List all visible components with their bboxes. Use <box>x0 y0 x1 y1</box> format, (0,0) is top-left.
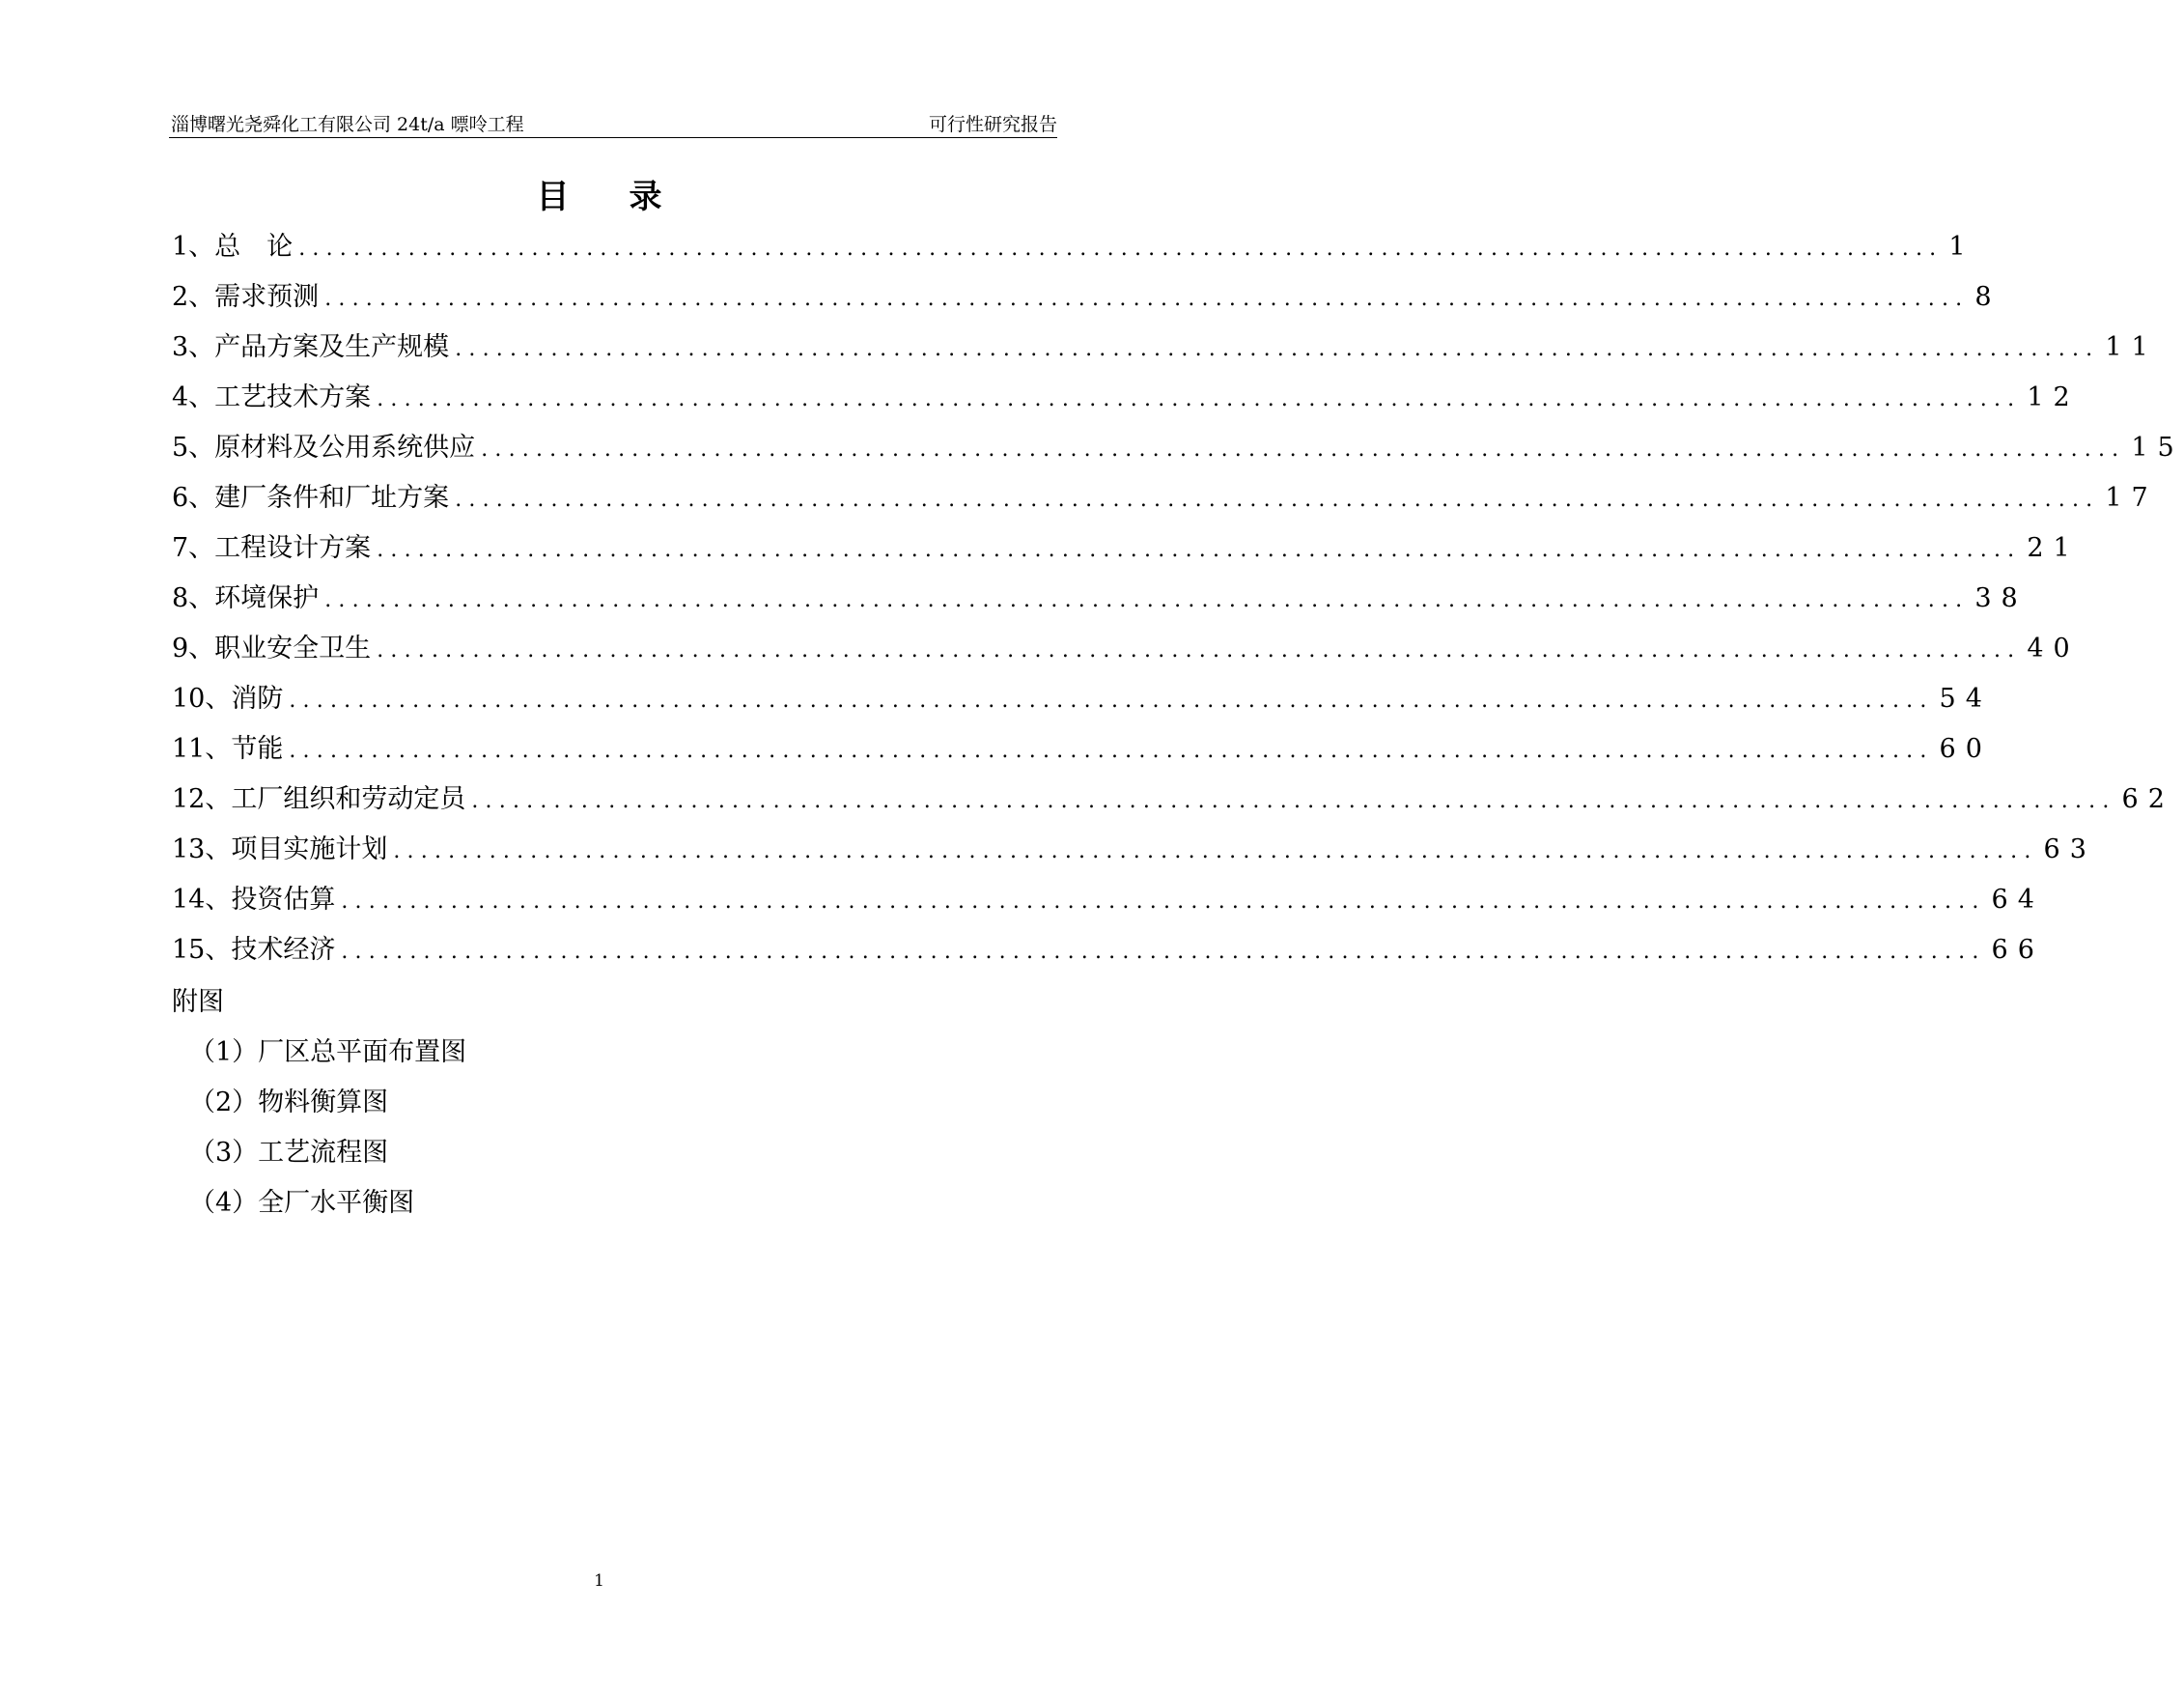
toc-entry[interactable] <box>172 574 2028 624</box>
appendix-list <box>189 1028 466 1228</box>
toc-entry[interactable] <box>172 473 2158 523</box>
appendix-heading: 附图 <box>172 987 224 1017</box>
toc-leader-dots: ........................................................................................................................ <box>455 337 2100 361</box>
toc-leader-dots: ........................................................................................................................ <box>455 488 2100 512</box>
toc-entry[interactable] <box>172 875 2044 925</box>
toc-entry[interactable] <box>172 775 2174 825</box>
toc-entry-label: 4、工艺技术方案 <box>172 382 372 412</box>
appendix-item: （2）物料衡算图 <box>189 1087 389 1117</box>
toc-leader-dots: ........................................................................................................................ <box>481 438 2126 462</box>
toc-entry-page: 40 <box>2027 634 2080 663</box>
toc-entry-label: 6、建厂条件和厂址方案 <box>172 483 450 513</box>
toc-entry-page: 12 <box>2027 382 2080 412</box>
toc-leader-dots: ........................................................................................................................ <box>324 287 1970 311</box>
appendix-item: （1）厂区总平面布置图 <box>189 1037 467 1067</box>
page-header <box>169 112 1057 138</box>
toc-leader-dots: ........................................................................................................................ <box>377 387 2022 411</box>
page-number: 1 <box>594 1571 604 1591</box>
toc-entry-page: 66 <box>1991 935 2044 965</box>
toc-entry[interactable] <box>172 624 2080 674</box>
toc-entry-label: 9、职业安全卫生 <box>172 634 372 663</box>
toc-entry[interactable] <box>172 373 2080 423</box>
toc-entry-page: 17 <box>2105 483 2158 513</box>
toc-entry-label: 11、节能 <box>172 734 284 764</box>
toc-entry-page: 21 <box>2027 533 2080 563</box>
toc-entry[interactable] <box>172 825 2096 875</box>
toc-entry-label: 1、总 论 <box>172 232 294 262</box>
toc-entry[interactable] <box>172 272 2002 323</box>
toc-entry[interactable] <box>172 222 1975 272</box>
toc-leader-dots: ........................................................................................................................ <box>298 237 1944 261</box>
toc-leader-dots: ........................................................................................................................ <box>289 739 1934 763</box>
appendix-item: （4）全厂水平衡图 <box>189 1188 415 1218</box>
toc-leader-dots: ........................................................................................................................ <box>471 789 2116 813</box>
toc-entry-label: 3、产品方案及生产规模 <box>172 332 450 362</box>
toc-entry[interactable] <box>172 423 2184 473</box>
appendix-item: （3）工艺流程图 <box>189 1138 389 1168</box>
toc-entry-page: 38 <box>1974 583 2028 613</box>
toc-entry-page: 15 <box>2131 433 2184 463</box>
toc-entry-page: 62 <box>2121 784 2174 814</box>
toc-entry-label: 12、工厂组织和劳动定员 <box>172 784 466 814</box>
toc-leader-dots: ........................................................................................................................ <box>377 638 2022 663</box>
toc-entry-label: 13、项目实施计划 <box>172 834 388 864</box>
toc-entry-label: 2、需求预测 <box>172 282 320 312</box>
toc-leader-dots: ........................................................................................................................ <box>341 940 1986 964</box>
toc-entry-label: 15、技术经济 <box>172 935 336 965</box>
toc-entry-page: 1 <box>1948 232 1975 262</box>
toc-entry-page: 60 <box>1939 734 1992 764</box>
toc-leader-dots: ........................................................................................................................ <box>393 839 2038 863</box>
toc-entry[interactable] <box>172 674 1992 724</box>
toc-entry-label: 7、工程设计方案 <box>172 533 372 563</box>
toc-entry-label: 5、原材料及公用系统供应 <box>172 433 476 463</box>
header-project-name: 淄博曙光尧舜化工有限公司 24t/a 嘌呤工程 <box>171 114 524 135</box>
toc-entry-page: 63 <box>2043 834 2096 864</box>
toc-entry-label: 8、环境保护 <box>172 583 320 613</box>
toc-entry[interactable] <box>172 724 1992 775</box>
toc-leader-dots: ........................................................................................................................ <box>341 889 1986 914</box>
toc-entry-label: 14、投资估算 <box>172 885 336 915</box>
toc-leader-dots: ........................................................................................................................ <box>289 689 1934 713</box>
toc-entry[interactable] <box>172 323 2158 373</box>
toc-entry-page: 64 <box>1991 885 2044 915</box>
toc-entry[interactable] <box>172 523 2080 574</box>
toc-leader-dots: ........................................................................................................................ <box>377 538 2022 562</box>
toc-title: 目录 <box>536 178 722 216</box>
toc-entry[interactable] <box>172 925 2044 975</box>
toc-entry-label: 10、消防 <box>172 684 284 714</box>
toc-entry-page: 11 <box>2105 332 2158 362</box>
toc-entry-page: 8 <box>1974 282 2002 312</box>
toc-leader-dots: ........................................................................................................................ <box>324 588 1970 612</box>
toc-entry-page: 54 <box>1939 684 1992 714</box>
header-report-type: 可行性研究报告 <box>928 114 1057 135</box>
table-of-contents <box>172 222 2184 975</box>
